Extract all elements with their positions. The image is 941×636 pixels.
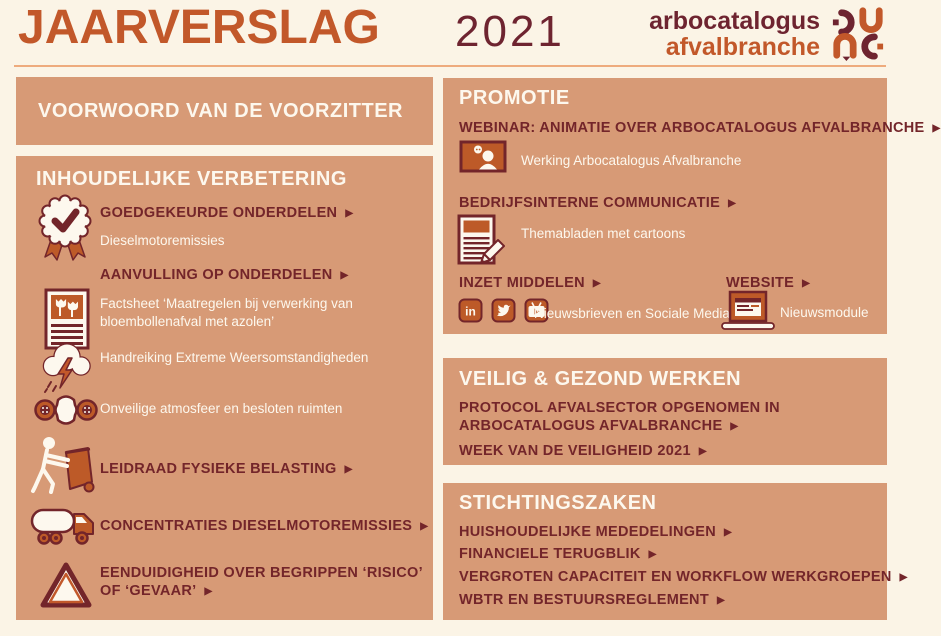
voorwoord-title[interactable]: VOORWOORD VAN DE VOORZITTER [38,100,403,122]
arrow-icon: ▶ [345,208,354,219]
arrow-icon: ▶ [340,270,349,281]
page-title: JAARVERSLAG [18,1,380,54]
veilig-panel [443,358,887,465]
themabladen-text: Themabladen met cartoons [521,226,686,241]
brand-logo-icon [830,5,886,61]
werking-text: Werking Arbocatalogus Afvalbranche [521,153,742,168]
promotie-panel [443,78,941,334]
arrow-icon: ▶ [648,549,657,560]
arrow-icon: ▶ [899,572,908,583]
communicatie-link[interactable]: BEDRIJFSINTERNE COMMUNICATIE ▶ [459,195,737,211]
aanvulling-onderdelen-link[interactable]: AANVULLING OP ONDERDELEN ▶ [100,267,349,283]
brand-line1: arbocatalogus [649,7,820,35]
arrow-icon: ▶ [716,595,725,606]
factsheet-text: Factsheet ‘Maatregelen bij verwerking van bloembollenafval met azolen’ [100,296,353,329]
eenduidigheid-link[interactable]: EENDUIDIGHEID OVER BEGRIPPEN ‘RISICO’ OF ‘GEVAAR’ ▶ [100,565,423,599]
laptop-icon [720,290,776,334]
atmosfeer-text: Onveilige atmosfeer en besloten ruimten [100,401,343,416]
goedgekeurde-onderdelen-link[interactable]: GOEDGEKEURDE ONDERDELEN ▶ [100,205,354,221]
leidraad-fysieke-belasting-link[interactable]: LEIDRAAD FYSIEKE BELASTING ▶ [100,461,353,477]
webinar-link[interactable]: WEBINAR: ANIMATIE OVER ARBOCATALOGUS AFVALBRANCHE ▶ [459,120,941,136]
arrow-icon: ▶ [932,123,941,134]
rosette-award-icon [36,194,94,264]
storm-cloud-icon [38,338,96,396]
week-veiligheid-link[interactable]: WEEK VAN DE VEILIGHEID 2021 ▶ [459,443,707,459]
arrow-icon: ▶ [698,446,707,457]
document-pencil-icon [457,214,509,268]
website-link[interactable]: WEBSITE ▶ [726,275,811,291]
tanker-truck-icon [30,504,96,548]
arrow-icon: ▶ [204,586,213,597]
webinar-screen-icon [459,140,507,178]
stichtingszaken-title: STICHTINGSZAKEN [459,492,657,514]
brand-wordmark [649,8,820,60]
svg-text:in: in [465,304,476,319]
inhoudelijke-panel [16,156,433,620]
arrow-icon: ▶ [728,198,737,209]
arrow-icon: ▶ [802,278,811,289]
promotie-title: PROMOTIE [459,87,570,109]
voorwoord-panel [16,77,433,145]
huishoudelijke-link[interactable]: HUISHOUDELIJKE MEDEDELINGEN ▶ [459,524,733,540]
nieuwsmodule-text: Nieuwsmodule [780,305,869,320]
arrow-icon: ▶ [420,521,429,532]
arrow-icon: ▶ [730,421,739,432]
gas-mask-icon [34,390,98,430]
inhoudelijke-title: INHOUDELIJKE VERBETERING [36,168,347,190]
linkedin-icon[interactable] [458,298,483,323]
person-wheelie-bin-icon [32,434,96,506]
inzet-middelen-link[interactable]: INZET MIDDELEN ▶ [459,275,601,291]
warning-triangle-icon [40,560,92,610]
concentraties-link[interactable]: CONCENTRATIES DIESELMOTOREMISSIES ▶ [100,518,429,534]
twitter-icon[interactable] [491,298,516,323]
arrow-icon: ▶ [344,464,353,475]
financiele-link[interactable]: FINANCIELE TERUGBLIK ▶ [459,546,657,562]
wbtr-link[interactable]: WBTR EN BESTUURSREGLEMENT ▶ [459,592,725,608]
page-year: 2021 [455,7,565,56]
veilig-title: VEILIG & GEZOND WERKEN [459,368,742,390]
dieselmotoremissies-text: Dieselmotoremissies [100,233,225,248]
brand-line2: afvalbranche [665,33,820,61]
header-divider [14,65,886,67]
protocol-link[interactable]: PROTOCOL AFVALSECTOR OPGENOMEN IN ARBOCATALOGUS AFVALBRANCHE ▶ [459,400,780,434]
nieuwsbrieven-text: Nieuwsbrieven en Sociale Media [534,306,730,321]
handreiking-text: Handreiking Extreme Weersomstandigheden [100,350,369,365]
arrow-icon: ▶ [724,527,733,538]
stichtingszaken-panel [443,483,908,620]
vergroten-link[interactable]: VERGROTEN CAPACITEIT EN WORKFLOW WERKGROEPEN ▶ [459,569,908,585]
arrow-icon: ▶ [592,278,601,289]
